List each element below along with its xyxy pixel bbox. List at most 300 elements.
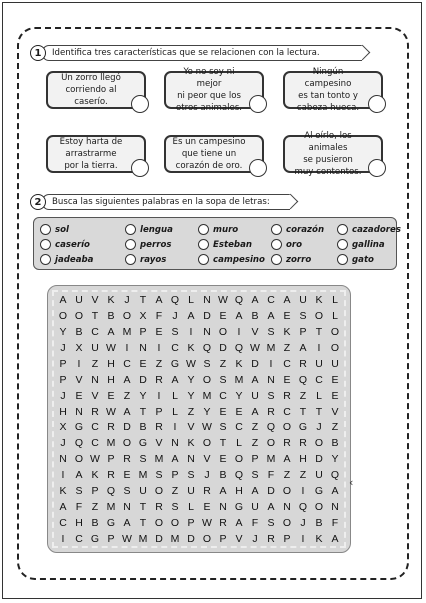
grid-letter[interactable]: H xyxy=(299,453,307,466)
grid-letter[interactable]: E xyxy=(219,309,227,322)
grid-letter[interactable]: O xyxy=(122,309,132,322)
grid-letter[interactable]: D xyxy=(267,485,275,498)
grid-letter[interactable]: S xyxy=(219,421,227,434)
grid-letter[interactable]: Z xyxy=(91,501,99,514)
bubble-3-answer-circle[interactable] xyxy=(368,95,386,113)
grid-letter[interactable]: B xyxy=(139,421,147,434)
grid-letter[interactable]: E xyxy=(219,405,227,418)
grid-letter[interactable]: S xyxy=(155,469,163,482)
grid-letter[interactable]: N xyxy=(203,293,211,306)
grid-letter[interactable]: A xyxy=(123,517,131,530)
grid-letter[interactable]: Z xyxy=(187,405,195,418)
grid-letter[interactable]: M xyxy=(170,533,180,546)
grid-letter[interactable]: A xyxy=(219,485,227,498)
grid-letter[interactable]: J xyxy=(60,389,66,402)
word-checkbox[interactable] xyxy=(337,254,348,265)
grid-letter[interactable]: S xyxy=(267,325,275,338)
grid-letter[interactable]: G xyxy=(138,437,148,450)
grid-letter[interactable]: B xyxy=(315,517,323,530)
grid-letter[interactable]: C xyxy=(219,389,227,402)
grid-letter[interactable]: W xyxy=(90,453,100,466)
grid-letter[interactable]: Q xyxy=(298,373,308,386)
grid-letter[interactable]: P xyxy=(251,453,259,466)
grid-letter[interactable]: O xyxy=(74,453,84,466)
grid-letter[interactable]: S xyxy=(251,469,259,482)
grid-letter[interactable]: A xyxy=(155,293,163,306)
grid-letter[interactable]: S xyxy=(139,453,147,466)
grid-letter[interactable]: U xyxy=(187,485,195,498)
grid-letter[interactable]: E xyxy=(107,389,115,402)
grid-letter[interactable]: U xyxy=(139,485,147,498)
grid-letter[interactable]: M xyxy=(266,453,276,466)
word-item[interactable]: gallina xyxy=(337,238,385,251)
grid-letter[interactable]: Z xyxy=(219,357,227,370)
grid-letter[interactable]: Z xyxy=(331,421,339,434)
grid-letter[interactable]: C xyxy=(91,437,99,450)
grid-letter[interactable]: M xyxy=(202,389,212,402)
grid-letter[interactable]: S xyxy=(203,357,211,370)
grid-letter[interactable]: Z xyxy=(171,485,179,498)
grid-letter[interactable]: A xyxy=(123,405,131,418)
grid-letter[interactable]: O xyxy=(330,341,340,354)
grid-letter[interactable]: R xyxy=(107,421,115,434)
grid-letter[interactable]: W xyxy=(106,405,116,418)
grid-letter[interactable]: T xyxy=(299,405,307,418)
grid-letter[interactable]: P xyxy=(299,325,307,338)
grid-letter[interactable]: D xyxy=(123,421,131,434)
grid-letter[interactable]: R xyxy=(203,485,211,498)
grid-letter[interactable]: M xyxy=(266,341,276,354)
grid-letter[interactable]: Y xyxy=(59,325,67,338)
grid-letter[interactable]: G xyxy=(298,421,308,434)
grid-letter[interactable]: S xyxy=(171,325,179,338)
grid-letter[interactable]: Y xyxy=(187,373,195,386)
grid-letter[interactable]: Y xyxy=(203,405,211,418)
grid-letter[interactable]: L xyxy=(172,405,178,418)
grid-letter[interactable]: T xyxy=(139,405,147,418)
grid-letter[interactable]: B xyxy=(331,437,339,450)
grid-letter[interactable]: B xyxy=(91,517,99,530)
grid-letter[interactable]: D xyxy=(315,453,323,466)
grid-letter[interactable]: S xyxy=(171,501,179,514)
grid-letter[interactable]: Z xyxy=(251,437,259,450)
grid-letter[interactable]: W xyxy=(250,341,260,354)
word-checkbox[interactable] xyxy=(198,239,209,250)
grid-letter[interactable]: G xyxy=(106,517,116,530)
grid-letter[interactable]: Z xyxy=(91,357,99,370)
grid-letter[interactable]: O xyxy=(314,309,324,322)
grid-letter[interactable]: O xyxy=(122,437,132,450)
grid-letter[interactable]: J xyxy=(60,437,66,450)
grid-letter[interactable]: A xyxy=(251,405,259,418)
grid-letter[interactable]: U xyxy=(91,341,99,354)
grid-letter[interactable]: G xyxy=(234,501,244,514)
grid-letter[interactable]: V xyxy=(235,533,243,546)
grid-letter[interactable]: R xyxy=(299,437,307,450)
grid-letter[interactable]: G xyxy=(170,357,180,370)
grid-letter[interactable]: A xyxy=(75,469,83,482)
grid-letter[interactable]: I xyxy=(173,421,177,434)
grid-letter[interactable]: O xyxy=(58,309,68,322)
grid-letter[interactable]: I xyxy=(157,341,161,354)
grid-letter[interactable]: A xyxy=(235,517,243,530)
grid-letter[interactable]: Z xyxy=(251,421,259,434)
grid-letter[interactable]: S xyxy=(299,309,307,322)
grid-letter[interactable]: I xyxy=(189,325,193,338)
grid-letter[interactable]: K xyxy=(59,485,67,498)
grid-letter[interactable]: R xyxy=(107,469,115,482)
grid-letter[interactable]: I xyxy=(61,533,65,546)
grid-letter[interactable]: S xyxy=(123,485,131,498)
grid-letter[interactable]: R xyxy=(91,405,99,418)
grid-letter[interactable]: W xyxy=(202,421,212,434)
grid-letter[interactable]: T xyxy=(139,501,147,514)
grid-letter[interactable]: V xyxy=(203,453,211,466)
grid-letter[interactable]: M xyxy=(138,469,148,482)
grid-letter[interactable]: X xyxy=(59,421,67,434)
grid-letter[interactable]: O xyxy=(154,517,164,530)
grid-letter[interactable]: B xyxy=(219,469,227,482)
grid-letter[interactable]: L xyxy=(236,437,242,450)
grid-letter[interactable]: L xyxy=(172,389,178,402)
grid-letter[interactable]: I xyxy=(301,485,305,498)
grid-letter[interactable]: L xyxy=(332,309,338,322)
grid-letter[interactable]: A xyxy=(299,341,307,354)
grid-letter[interactable]: O xyxy=(218,325,228,338)
grid-letter[interactable]: T xyxy=(219,437,227,450)
grid-letter[interactable]: Q xyxy=(106,485,116,498)
grid-letter[interactable]: N xyxy=(283,501,291,514)
word-item[interactable]: sol xyxy=(40,223,69,236)
grid-letter[interactable]: N xyxy=(203,325,211,338)
word-checkbox[interactable] xyxy=(40,254,51,265)
grid-letter[interactable]: U xyxy=(331,357,339,370)
grid-letter[interactable]: A xyxy=(331,533,339,546)
grid-letter[interactable]: Q xyxy=(298,501,308,514)
grid-letter[interactable]: C xyxy=(283,357,291,370)
grid-letter[interactable]: O xyxy=(314,437,324,450)
grid-letter[interactable]: V xyxy=(251,325,259,338)
word-item[interactable]: rayos xyxy=(125,253,166,266)
grid-letter[interactable]: L xyxy=(188,501,194,514)
grid-letter[interactable]: G xyxy=(74,421,84,434)
grid-letter[interactable]: K xyxy=(283,325,291,338)
grid-letter[interactable]: J xyxy=(300,517,306,530)
grid-letter[interactable]: Q xyxy=(202,341,212,354)
grid-letter[interactable]: C xyxy=(267,293,275,306)
grid-letter[interactable]: E xyxy=(155,325,163,338)
word-checkbox[interactable] xyxy=(40,224,51,235)
grid-letter[interactable]: A xyxy=(283,293,291,306)
grid-letter[interactable]: O xyxy=(266,437,276,450)
grid-letter[interactable]: A xyxy=(107,325,115,338)
word-item[interactable]: gato xyxy=(337,253,374,266)
grid-letter[interactable]: A xyxy=(267,309,275,322)
grid-letter[interactable]: M xyxy=(154,453,164,466)
grid-letter[interactable]: D xyxy=(251,357,259,370)
word-search-grid[interactable] xyxy=(55,292,343,547)
grid-letter[interactable]: N xyxy=(139,341,147,354)
grid-letter[interactable]: R xyxy=(155,421,163,434)
grid-letter[interactable]: W xyxy=(186,357,196,370)
grid-letter[interactable]: W xyxy=(122,533,132,546)
grid-letter[interactable]: C xyxy=(91,421,99,434)
grid-letter[interactable]: R xyxy=(123,453,131,466)
grid-letter[interactable]: C xyxy=(315,373,323,386)
grid-letter[interactable]: X xyxy=(139,309,147,322)
word-item[interactable]: cazadores xyxy=(337,223,401,236)
grid-letter[interactable]: T xyxy=(315,405,323,418)
bubble-2-answer-circle[interactable] xyxy=(249,95,267,113)
grid-letter[interactable]: L xyxy=(332,293,338,306)
grid-letter[interactable]: I xyxy=(77,357,81,370)
grid-letter[interactable]: V xyxy=(75,373,83,386)
grid-letter[interactable]: S xyxy=(187,469,195,482)
grid-letter[interactable]: O xyxy=(74,309,84,322)
grid-letter[interactable]: N xyxy=(267,373,275,386)
grid-letter[interactable]: E xyxy=(331,373,339,386)
grid-letter[interactable]: Z xyxy=(299,389,307,402)
grid-letter[interactable]: O xyxy=(282,421,292,434)
grid-letter[interactable]: A xyxy=(235,309,243,322)
grid-letter[interactable]: O xyxy=(202,373,212,386)
word-checkbox[interactable] xyxy=(271,239,282,250)
grid-letter[interactable]: D xyxy=(187,533,195,546)
grid-letter[interactable]: M xyxy=(234,373,244,386)
grid-letter[interactable]: R xyxy=(155,501,163,514)
grid-letter[interactable]: V xyxy=(91,389,99,402)
grid-letter[interactable]: X xyxy=(75,341,83,354)
grid-letter[interactable]: L xyxy=(316,389,322,402)
bubble-5-answer-circle[interactable] xyxy=(249,159,267,177)
grid-letter[interactable]: O xyxy=(154,485,164,498)
grid-letter[interactable]: Z xyxy=(155,357,163,370)
word-item[interactable]: jadeaba xyxy=(40,253,93,266)
grid-letter[interactable]: Y xyxy=(139,389,147,402)
word-item[interactable]: zorro xyxy=(271,253,311,266)
grid-letter[interactable]: G xyxy=(314,485,324,498)
grid-letter[interactable]: V xyxy=(155,437,163,450)
grid-letter[interactable]: C xyxy=(171,341,179,354)
grid-letter[interactable]: A xyxy=(59,501,67,514)
grid-letter[interactable]: P xyxy=(107,533,115,546)
grid-letter[interactable]: K xyxy=(91,469,99,482)
grid-letter[interactable]: S xyxy=(219,373,227,386)
grid-letter[interactable]: A xyxy=(251,485,259,498)
grid-letter[interactable]: P xyxy=(107,453,115,466)
word-item[interactable]: campesino xyxy=(198,253,265,266)
grid-letter[interactable]: A xyxy=(283,453,291,466)
word-checkbox[interactable] xyxy=(125,239,136,250)
grid-letter[interactable]: F xyxy=(251,517,259,530)
grid-letter[interactable]: J xyxy=(204,469,210,482)
grid-letter[interactable]: E xyxy=(283,373,291,386)
grid-letter[interactable]: R xyxy=(267,405,275,418)
grid-letter[interactable]: E xyxy=(75,389,83,402)
grid-letter[interactable]: P xyxy=(59,357,67,370)
grid-letter[interactable]: C xyxy=(123,357,131,370)
grid-letter[interactable]: Z xyxy=(123,389,131,402)
grid-letter[interactable]: V xyxy=(331,405,339,418)
grid-letter[interactable]: R xyxy=(155,373,163,386)
grid-letter[interactable]: O xyxy=(202,437,212,450)
grid-letter[interactable]: M xyxy=(106,437,116,450)
grid-letter[interactable]: M xyxy=(122,325,132,338)
grid-letter[interactable]: Z xyxy=(283,341,291,354)
grid-letter[interactable]: F xyxy=(267,469,275,482)
grid-letter[interactable]: Z xyxy=(299,469,307,482)
grid-letter[interactable]: O xyxy=(282,517,292,530)
grid-letter[interactable]: J xyxy=(172,309,178,322)
grid-letter[interactable]: O xyxy=(234,453,244,466)
grid-letter[interactable]: U xyxy=(251,501,259,514)
grid-letter[interactable]: Z xyxy=(283,469,291,482)
grid-letter[interactable]: W xyxy=(106,341,116,354)
grid-letter[interactable]: B xyxy=(107,309,115,322)
grid-letter[interactable]: A xyxy=(123,373,131,386)
grid-letter[interactable]: I xyxy=(237,325,241,338)
grid-letter[interactable]: I xyxy=(125,341,129,354)
grid-letter[interactable]: I xyxy=(61,469,65,482)
grid-letter[interactable]: C xyxy=(235,421,243,434)
grid-letter[interactable]: Y xyxy=(235,389,243,402)
grid-letter[interactable]: N xyxy=(187,453,195,466)
grid-letter[interactable]: J xyxy=(60,341,66,354)
grid-letter[interactable]: J xyxy=(316,421,322,434)
grid-letter[interactable]: P xyxy=(171,469,179,482)
grid-letter[interactable]: S xyxy=(267,517,275,530)
grid-letter[interactable]: Y xyxy=(331,453,339,466)
grid-letter[interactable]: F xyxy=(75,501,83,514)
grid-letter[interactable]: D xyxy=(219,341,227,354)
grid-letter[interactable]: B xyxy=(251,309,259,322)
grid-letter[interactable]: M xyxy=(138,533,148,546)
grid-letter[interactable]: E xyxy=(331,389,339,402)
grid-letter[interactable]: J xyxy=(252,533,258,546)
grid-letter[interactable]: B xyxy=(75,325,83,338)
grid-letter[interactable]: P xyxy=(155,405,163,418)
grid-letter[interactable]: U xyxy=(75,293,83,306)
grid-letter[interactable]: C xyxy=(91,325,99,338)
grid-letter[interactable]: N xyxy=(219,501,227,514)
grid-letter[interactable]: Q xyxy=(234,469,244,482)
grid-letter[interactable]: L xyxy=(188,293,194,306)
grid-letter[interactable]: E xyxy=(123,469,131,482)
grid-letter[interactable]: T xyxy=(315,325,323,338)
grid-letter[interactable]: K xyxy=(235,357,243,370)
word-checkbox[interactable] xyxy=(271,224,282,235)
word-checkbox[interactable] xyxy=(125,254,136,265)
grid-letter[interactable]: Q xyxy=(170,293,180,306)
grid-letter[interactable]: T xyxy=(139,293,147,306)
grid-letter[interactable]: S xyxy=(75,485,83,498)
word-checkbox[interactable] xyxy=(198,254,209,265)
grid-letter[interactable]: U xyxy=(251,389,259,402)
grid-letter[interactable]: N xyxy=(91,373,99,386)
grid-letter[interactable]: P xyxy=(91,485,99,498)
grid-letter[interactable]: N xyxy=(331,501,339,514)
grid-letter[interactable]: D xyxy=(155,533,163,546)
grid-letter[interactable]: A xyxy=(187,309,195,322)
grid-letter[interactable]: W xyxy=(202,517,212,530)
grid-letter[interactable]: W xyxy=(218,293,228,306)
grid-letter[interactable]: V xyxy=(187,421,195,434)
grid-letter[interactable]: H xyxy=(107,373,115,386)
grid-letter[interactable]: D xyxy=(203,309,211,322)
word-item[interactable]: perros xyxy=(125,238,171,251)
grid-letter[interactable]: U xyxy=(315,469,323,482)
grid-letter[interactable]: R xyxy=(219,517,227,530)
grid-letter[interactable]: F xyxy=(331,517,339,530)
grid-letter[interactable]: C xyxy=(283,405,291,418)
grid-letter[interactable]: D xyxy=(139,373,147,386)
grid-letter[interactable]: A xyxy=(251,293,259,306)
word-checkbox[interactable] xyxy=(40,239,51,250)
grid-letter[interactable]: E xyxy=(203,501,211,514)
word-item[interactable]: caserío xyxy=(40,238,90,251)
grid-letter[interactable]: N xyxy=(171,437,179,450)
word-checkbox[interactable] xyxy=(125,224,136,235)
grid-letter[interactable]: F xyxy=(155,309,163,322)
grid-letter[interactable]: K xyxy=(187,341,195,354)
grid-letter[interactable]: C xyxy=(75,533,83,546)
grid-letter[interactable]: A xyxy=(59,293,67,306)
grid-letter[interactable]: K xyxy=(187,437,195,450)
grid-letter[interactable]: P xyxy=(59,373,67,386)
grid-letter[interactable]: K xyxy=(315,293,323,306)
word-item[interactable]: lengua xyxy=(125,223,173,236)
grid-letter[interactable]: P xyxy=(283,533,291,546)
grid-letter[interactable]: E xyxy=(139,357,147,370)
grid-letter[interactable]: H xyxy=(59,405,67,418)
grid-letter[interactable]: H xyxy=(107,357,115,370)
grid-letter[interactable]: Q xyxy=(234,293,244,306)
grid-letter[interactable]: C xyxy=(59,517,67,530)
word-checkbox[interactable] xyxy=(271,254,282,265)
grid-letter[interactable]: R xyxy=(299,357,307,370)
grid-letter[interactable]: O xyxy=(170,517,180,530)
bubble-6-answer-circle[interactable] xyxy=(368,159,386,177)
grid-letter[interactable]: Q xyxy=(74,437,84,450)
grid-letter[interactable]: A xyxy=(171,453,179,466)
grid-letter[interactable]: N xyxy=(123,501,131,514)
word-item[interactable]: muro xyxy=(198,223,238,236)
grid-letter[interactable]: A xyxy=(251,373,259,386)
grid-letter[interactable]: N xyxy=(59,453,67,466)
word-item[interactable]: oro xyxy=(271,238,302,251)
grid-letter[interactable]: I xyxy=(269,357,273,370)
grid-letter[interactable]: Q xyxy=(234,341,244,354)
grid-letter[interactable]: K xyxy=(107,293,115,306)
grid-letter[interactable]: U xyxy=(315,357,323,370)
word-item[interactable]: Esteban xyxy=(198,238,252,251)
grid-letter[interactable]: Q xyxy=(330,469,340,482)
grid-letter[interactable]: H xyxy=(235,485,243,498)
word-item[interactable]: corazón xyxy=(271,223,324,236)
grid-letter[interactable]: T xyxy=(91,309,99,322)
word-checkbox[interactable] xyxy=(337,224,348,235)
word-checkbox[interactable] xyxy=(198,224,209,235)
grid-letter[interactable]: S xyxy=(267,389,275,402)
grid-letter[interactable]: O xyxy=(202,533,212,546)
word-checkbox[interactable] xyxy=(337,239,348,250)
grid-letter[interactable]: U xyxy=(299,293,307,306)
grid-letter[interactable]: O xyxy=(314,501,324,514)
bubble-4-answer-circle[interactable] xyxy=(131,159,149,177)
grid-letter[interactable]: I xyxy=(157,389,161,402)
grid-letter[interactable]: T xyxy=(139,517,147,530)
grid-letter[interactable]: P xyxy=(219,533,227,546)
